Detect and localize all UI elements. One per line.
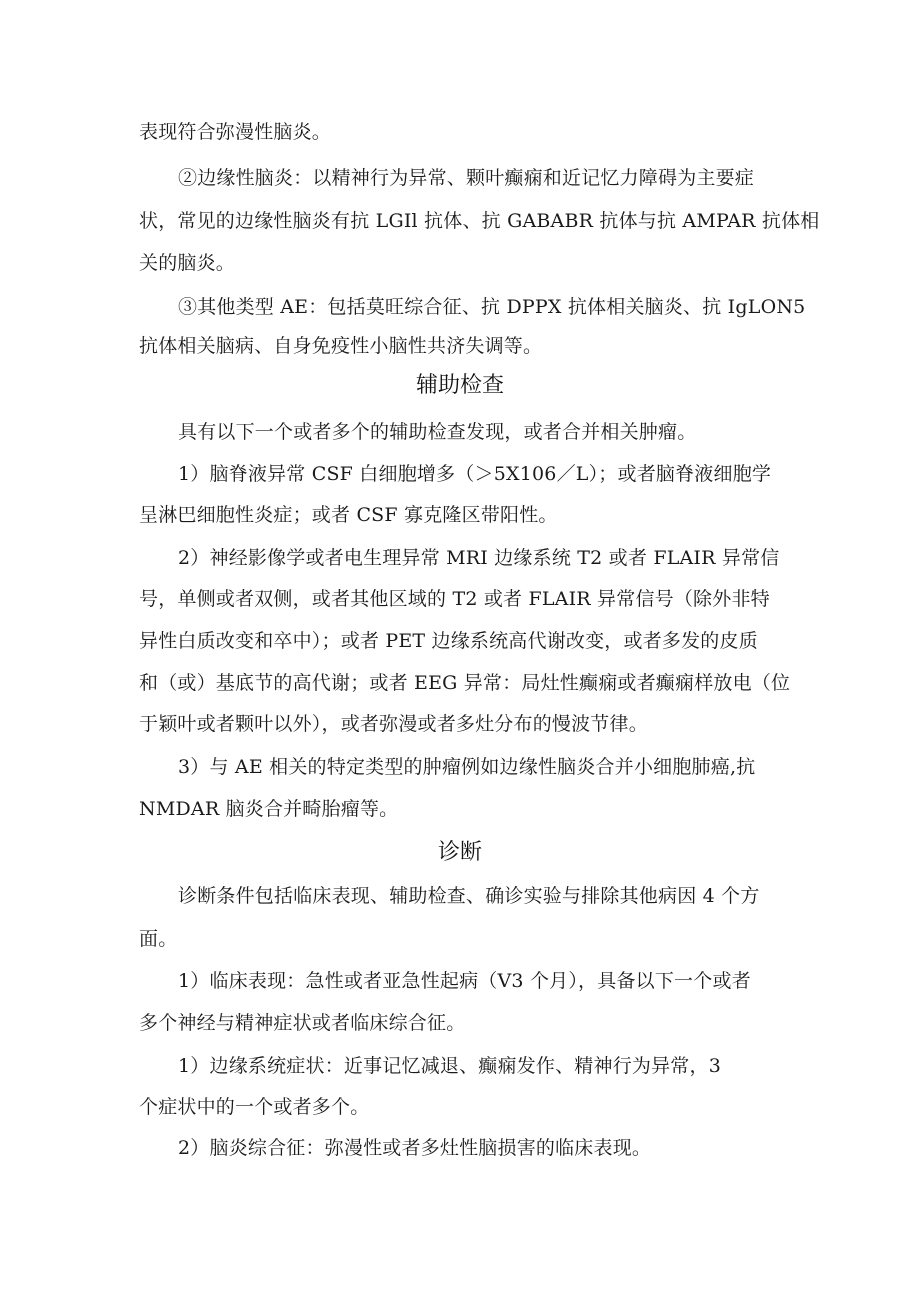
paragraph-line: 1）边缘系统症状：近事记忆减退、癫痫发作、精神行为异常，3	[178, 1055, 721, 1077]
paragraph-line: 1）脑脊液异常 CSF 白细胞增多（＞5X106／L）；或者脑脊液细胞学	[178, 463, 772, 485]
paragraph-line: 面。	[139, 928, 178, 950]
paragraph-line: 于颖叶或者颗叶以外），或者弥漫或者多灶分布的慢波节律。	[139, 713, 648, 735]
paragraph-line: 关的脑炎。	[139, 252, 236, 274]
paragraph-line: 1）临床表现：急性或者亚急性起病（V3 个月），具备以下一个或者	[178, 970, 751, 992]
paragraph-line: 异性白质改变和卒中）；或者 PET 边缘系统高代谢改变，或者多发的皮质	[139, 630, 758, 652]
paragraph-line: 3）与 AE 相关的特定类型的肿瘤例如边缘性脑炎合并小细胞肺癌,抗	[178, 756, 756, 778]
paragraph-line: 2）脑炎综合征：弥漫性或者多灶性脑损害的临床表现。	[178, 1137, 652, 1159]
paragraph-line: 2）神经影像学或者电生理异常 MRI 边缘系统 T2 或者 FLAIR 异常信	[178, 547, 780, 569]
paragraph-line: 呈淋巴细胞性炎症；或者 CSF 寡克隆区带阳性。	[139, 504, 558, 526]
section-heading-diagnosis: 诊断	[437, 840, 482, 865]
paragraph-line: 号，单侧或者双侧，或者其他区域的 T2 或者 FLAIR 异常信号（除外非特	[139, 588, 770, 610]
paragraph-line: 状，常见的边缘性脑炎有抗 LGIl 抗体、抗 GABABR 抗体与抗 AMPAR 抗体相	[139, 210, 820, 232]
paragraph-line: NMDAR 脑炎合并畸胎瘤等。	[139, 798, 399, 820]
paragraph-line: ③其他类型 AE：包括莫旺综合征、抗 DPPX 抗体相关脑炎、抗 IgLON5	[178, 296, 806, 318]
paragraph-line: 个症状中的一个或者多个。	[139, 1096, 370, 1118]
paragraph-line: 多个神经与精神症状或者临床综合征。	[139, 1012, 466, 1034]
paragraph-line: 表现符合弥漫性脑炎。	[139, 121, 332, 143]
paragraph-line: ②边缘性脑炎：以精神行为异常、颗叶癫痫和近记忆力障碍为主要症	[178, 167, 755, 189]
paragraph-line: 具有以下一个或者多个的辅助检查发现，或者合并相关肿瘤。	[178, 421, 697, 443]
paragraph-line: 抗体相关脑病、自身免疫性小脑性共济失调等。	[139, 335, 543, 357]
paragraph-line: 诊断条件包括临床表现、辅助检查、确诊实验与排除其他病因 4 个方	[178, 885, 760, 907]
section-heading-aux: 辅助检查	[415, 373, 504, 398]
paragraph-line: 和（或）基底节的高代谢；或者 EEG 异常：局灶性癫痫或者癫痫样放电（位	[139, 672, 791, 694]
